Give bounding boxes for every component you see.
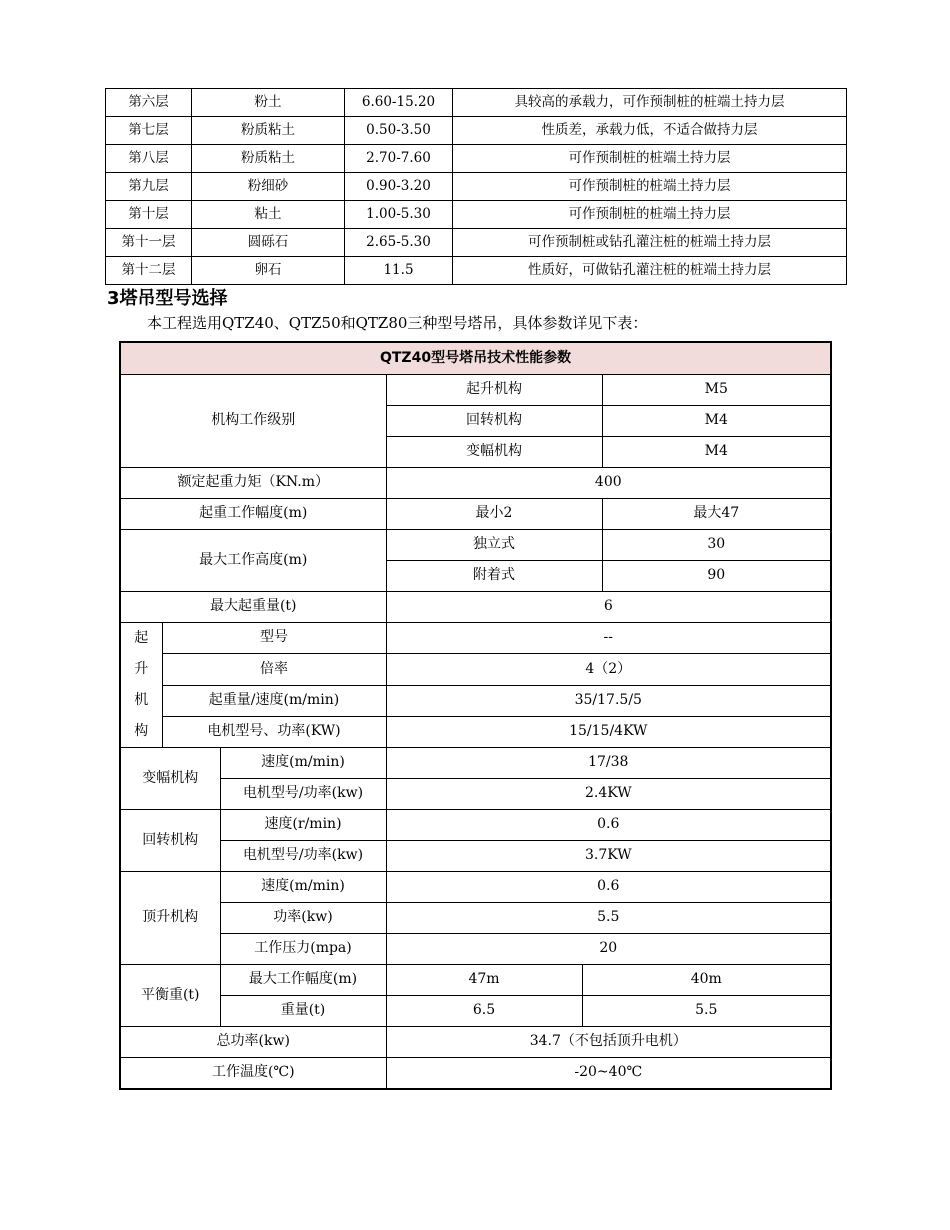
- max-load-value: 6: [386, 592, 831, 623]
- table-row: [106, 229, 847, 257]
- temperature-value: -20~40℃: [386, 1058, 831, 1090]
- soil-type: 圆砾石: [192, 229, 345, 257]
- hoist-speed-value: 35/17.5/5: [386, 685, 831, 716]
- soil-type: 粘土: [192, 201, 345, 229]
- height-attached-value: 90: [602, 561, 831, 592]
- table-row: [120, 841, 831, 872]
- hoist-class-label: 起升机构: [386, 375, 602, 406]
- crane-spec-table: [119, 341, 832, 1090]
- table-row: [106, 117, 847, 145]
- layer-name: 第六层: [106, 89, 192, 117]
- counterweight-radius-label: 最大工作幅度(m): [220, 965, 386, 996]
- layer-description: 性质差，承载力低，不适合做持力层: [453, 117, 847, 145]
- climbing-pressure-value: 20: [386, 934, 831, 965]
- climbing-label: 顶升机构: [120, 872, 220, 965]
- table-row: [120, 779, 831, 810]
- luffing-speed-label: 速度(m/min): [220, 748, 386, 779]
- table-row: [120, 623, 831, 654]
- radius-label: 起重工作幅度(m): [120, 499, 386, 530]
- slewing-speed-label: 速度(r/min): [220, 810, 386, 841]
- table-row: [120, 1027, 831, 1058]
- table-row: [106, 89, 847, 117]
- rated-moment-label: 额定起重力矩（KN.m）: [120, 468, 386, 499]
- layer-name: 第十二层: [106, 257, 192, 285]
- radius-min: 最小2: [386, 499, 602, 530]
- luff-class-value: M4: [602, 437, 831, 468]
- layer-name: 第十一层: [106, 229, 192, 257]
- slew-class-value: M4: [602, 406, 831, 437]
- table-row: [120, 530, 831, 561]
- table-title: QTZ40型号塔吊技术性能参数: [120, 342, 831, 375]
- table-row: [106, 173, 847, 201]
- table-title-row: [120, 342, 831, 375]
- section-heading: 3塔吊型号选择: [107, 288, 228, 309]
- table-row: [120, 716, 831, 747]
- table-row: [120, 685, 831, 716]
- hoist-motor-value: 15/15/4KW: [386, 716, 831, 747]
- layer-thickness: 2.70-7.60: [345, 145, 453, 173]
- counterweight-label: 平衡重(t): [120, 965, 220, 1027]
- hoist-mechanism-label: [120, 623, 162, 748]
- soil-type: 卵石: [192, 257, 345, 285]
- table-row: [120, 499, 831, 530]
- climbing-speed-label: 速度(m/min): [220, 872, 386, 903]
- hoist-ratio-label: 倍率: [162, 654, 386, 685]
- table-row: [120, 965, 831, 996]
- hoist-class-value: M5: [602, 375, 831, 406]
- climbing-power-label: 功率(kw): [220, 903, 386, 934]
- table-row: [120, 996, 831, 1027]
- counterweight-radius-a: 47m: [386, 965, 582, 996]
- layer-thickness: 0.90-3.20: [345, 173, 453, 201]
- layer-description: 性质好，可做钻孔灌注桩的桩端土持力层: [453, 257, 847, 285]
- counterweight-weight-label: 重量(t): [220, 996, 386, 1027]
- layer-description: 可作预制桩的桩端土持力层: [453, 173, 847, 201]
- luffing-motor-value: 2.4KW: [386, 779, 831, 810]
- slewing-label: 回转机构: [120, 810, 220, 872]
- luffing-speed-value: 17/38: [386, 748, 831, 779]
- layer-name: 第十层: [106, 201, 192, 229]
- layer-name: 第七层: [106, 117, 192, 145]
- layer-thickness: 6.60-15.20: [345, 89, 453, 117]
- layer-description: 具较高的承载力，可作预制桩的桩端土持力层: [453, 89, 847, 117]
- layer-name: 第九层: [106, 173, 192, 201]
- hoist-ratio-value: 4（2）: [386, 654, 831, 685]
- luffing-label: 变幅机构: [120, 748, 220, 810]
- layer-description: 可作预制桩或钻孔灌注桩的桩端土持力层: [453, 229, 847, 257]
- soil-type: 粉土: [192, 89, 345, 117]
- luffing-motor-label: 电机型号/功率(kw): [220, 779, 386, 810]
- total-power-value: 34.7（不包括顶升电机）: [386, 1027, 831, 1058]
- hoist-motor-label: 电机型号、功率(KW): [162, 716, 386, 747]
- layer-thickness: 11.5: [345, 257, 453, 285]
- layer-description: 可作预制桩的桩端土持力层: [453, 145, 847, 173]
- layer-name: 第八层: [106, 145, 192, 173]
- table-row: [120, 903, 831, 934]
- total-power-label: 总功率(kw): [120, 1027, 386, 1058]
- hoist-model-value: --: [386, 623, 831, 654]
- table-row: [120, 934, 831, 965]
- table-row: [106, 201, 847, 229]
- table-row: [120, 468, 831, 499]
- soil-type: 粉质粘土: [192, 117, 345, 145]
- climbing-pressure-label: 工作压力(mpa): [220, 934, 386, 965]
- table-row: [120, 375, 831, 406]
- counterweight-weight-b: 5.5: [582, 996, 831, 1027]
- table-row: [120, 748, 831, 779]
- layer-thickness: 1.00-5.30: [345, 201, 453, 229]
- work-class-label: 机构工作级别: [120, 375, 386, 468]
- slewing-motor-value: 3.7KW: [386, 841, 831, 872]
- temperature-label: 工作温度(℃): [120, 1058, 386, 1090]
- table-row: [120, 810, 831, 841]
- table-row: [120, 592, 831, 623]
- hoist-label-char: 构: [134, 723, 149, 739]
- radius-max: 最大47: [602, 499, 831, 530]
- climbing-speed-value: 0.6: [386, 872, 831, 903]
- height-free-label: 独立式: [386, 530, 602, 561]
- height-label: 最大工作高度(m): [120, 530, 386, 592]
- height-free-value: 30: [602, 530, 831, 561]
- table-row: [106, 145, 847, 173]
- table-row: [120, 1058, 831, 1090]
- hoist-model-label: 型号: [162, 623, 386, 654]
- table-row: [106, 257, 847, 285]
- hoist-speed-label: 起重量/速度(m/min): [162, 685, 386, 716]
- layer-thickness: 0.50-3.50: [345, 117, 453, 145]
- height-attached-label: 附着式: [386, 561, 602, 592]
- hoist-label-char: 起: [134, 630, 149, 646]
- rated-moment-value: 400: [386, 468, 831, 499]
- soil-type: 粉质粘土: [192, 145, 345, 173]
- max-load-label: 最大起重量(t): [120, 592, 386, 623]
- soil-layer-table: [105, 88, 847, 285]
- slewing-motor-label: 电机型号/功率(kw): [220, 841, 386, 872]
- table-row: [120, 654, 831, 685]
- slew-class-label: 回转机构: [386, 406, 602, 437]
- counterweight-weight-a: 6.5: [386, 996, 582, 1027]
- luff-class-label: 变幅机构: [386, 437, 602, 468]
- counterweight-radius-b: 40m: [582, 965, 831, 996]
- table-row: [120, 872, 831, 903]
- climbing-power-value: 5.5: [386, 903, 831, 934]
- soil-type: 粉细砂: [192, 173, 345, 201]
- layer-description: 可作预制桩的桩端土持力层: [453, 201, 847, 229]
- layer-thickness: 2.65-5.30: [345, 229, 453, 257]
- hoist-label-char: 升: [134, 661, 149, 677]
- slewing-speed-value: 0.6: [386, 810, 831, 841]
- hoist-label-char: 机: [134, 692, 149, 708]
- intro-paragraph: 本工程选用QTZ40、QTZ50和QTZ80三种型号塔吊，具体参数详见下表：: [147, 314, 648, 332]
